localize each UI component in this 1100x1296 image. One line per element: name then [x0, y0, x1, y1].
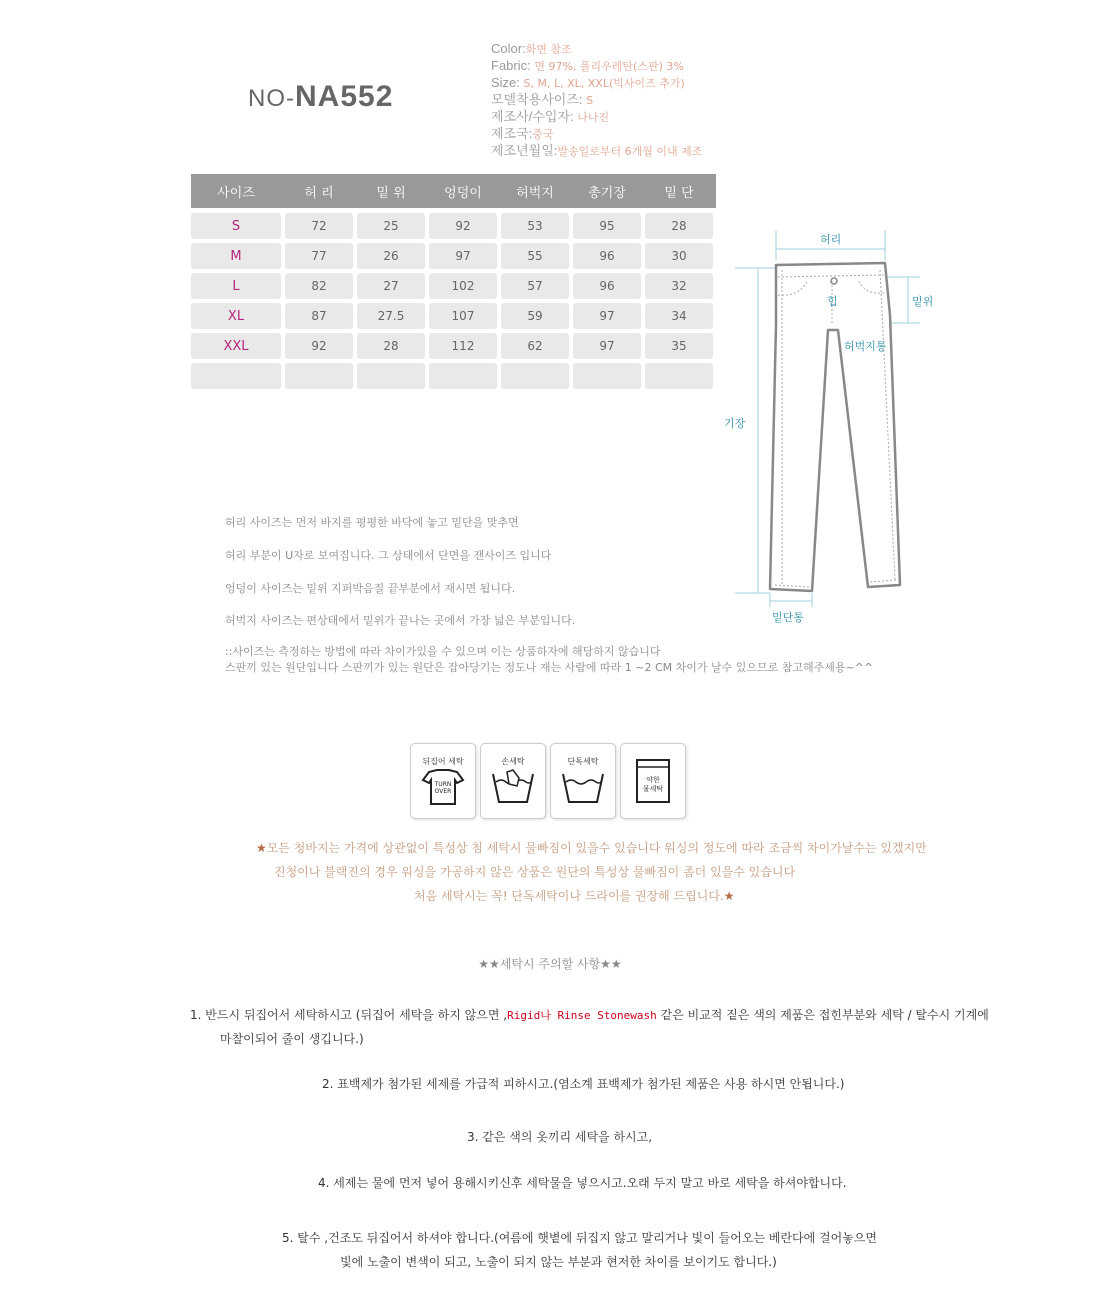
svg-text:물세탁: 물세탁	[642, 785, 664, 793]
measure-cell: 28	[357, 333, 425, 359]
label-waist: 허리	[820, 233, 842, 246]
table-row	[191, 213, 716, 239]
product-specs	[491, 41, 702, 160]
size-cell: S	[191, 213, 281, 239]
measure-cell: 82	[285, 273, 353, 299]
measure-cell: 59	[501, 303, 569, 329]
caution-item-3: 3. 같은 색의 옷끼리 세탁을 하시고,	[467, 1130, 653, 1144]
measure-cell: 27	[357, 273, 425, 299]
pants-measurement-diagram	[720, 225, 940, 635]
care-separate-wash: 단독세탁	[550, 743, 616, 819]
note-line: 허벅지 사이즈는 편상태에서 밑위가 끝나는 곳에서 가장 넓은 부분입니다.	[225, 614, 576, 627]
svg-text:OVER: OVER	[434, 788, 452, 795]
measure-cell: 62	[501, 333, 569, 359]
measure-cell: 53	[501, 213, 569, 239]
warning-line-1: ★모든 청바지는 가격에 상관없이 특성상 첨 세탁시 물빠짐이 있을수 있습니다 워싱의 정도에 따라 조금씩 차이가날수는 있겠지만	[256, 841, 927, 855]
note-line: 허리 사이즈는 먼저 바지를 평평한 바닥에 놓고 밑단을 맞추면	[225, 516, 519, 529]
product-code	[248, 80, 393, 114]
measure-cell: 97	[429, 243, 497, 269]
svg-text:약한: 약한	[646, 776, 660, 784]
caution-item-1-cont: 마찰이되어 줄이 생깁니다.)	[220, 1032, 364, 1046]
note-line: 허리 부분이 U자로 보여집니다. 그 상태에서 단면을 잰사이즈 입니다	[225, 549, 552, 562]
svg-text:TURN: TURN	[434, 781, 452, 788]
table-row	[191, 273, 716, 299]
spec-country: 제조국:중국	[491, 126, 554, 141]
size-cell: L	[191, 273, 281, 299]
size-cell	[191, 363, 281, 389]
header-waist: 허 리	[304, 185, 334, 201]
measure-cell: 102	[429, 273, 497, 299]
product-code-number: NA552	[295, 80, 394, 113]
measure-cell: 35	[645, 333, 713, 359]
measure-cell	[357, 363, 425, 389]
header-hem: 밑 단	[664, 185, 694, 201]
measure-cell	[429, 363, 497, 389]
label-hem: 밑단통	[772, 611, 804, 624]
header-rise: 밑 위	[376, 185, 406, 201]
measure-cell: 112	[429, 333, 497, 359]
measure-cell: 55	[501, 243, 569, 269]
measure-cell: 26	[357, 243, 425, 269]
care-hand-wash: 손세탁	[480, 743, 546, 819]
spec-manufacturer: 제조사/수입자: 나나진	[491, 109, 610, 124]
table-row	[191, 243, 716, 269]
measure-cell: 87	[285, 303, 353, 329]
measure-cell: 96	[573, 273, 641, 299]
measure-cell	[573, 363, 641, 389]
note-line: ::사이즈는 측정하는 방법에 따라 차이가있을 수 있으며 이는 상품하자에 해당하지 않습니다	[225, 645, 661, 658]
size-cell: M	[191, 243, 281, 269]
caution-item-5-cont: 빛에 노출이 변색이 되고, 노출이 되지 않는 부분과 현저한 차이를 보이기도 합니다.)	[340, 1255, 777, 1269]
warning-line-3: 처음 세탁시는 꼭! 단독세탁이나 드라이를 권장해 드립니다.★	[414, 889, 735, 903]
measure-cell: 97	[573, 333, 641, 359]
header-length: 총기장	[588, 185, 626, 201]
header-size: 사이즈	[217, 185, 255, 201]
measure-cell: 92	[429, 213, 497, 239]
table-row	[191, 363, 716, 389]
size-table-body	[191, 213, 716, 389]
note-line: 엉덩이 사이즈는 밑위 지퍼박음질 끝부분에서 재시면 됩니다.	[225, 582, 516, 595]
label-rise: 밑위	[912, 295, 934, 308]
measure-cell: 34	[645, 303, 713, 329]
note-line: 스판끼 있는 원단입니다 스판끼가 있는 원단은 잡아당기는 정도나 재는 사람에 따라 1 ~2 CM 차이가 날수 있으므로 참고해주세용~^^	[225, 661, 874, 674]
measure-cell	[645, 363, 713, 389]
measure-cell: 96	[573, 243, 641, 269]
measure-cell: 27.5	[357, 303, 425, 329]
label-thigh: 허벅지통	[844, 340, 887, 353]
spec-color: Color:화면 참조	[491, 41, 572, 56]
measure-cell: 30	[645, 243, 713, 269]
size-cell: XL	[191, 303, 281, 329]
measure-cell: 28	[645, 213, 713, 239]
label-length: 기장	[724, 417, 746, 430]
caution-title: ★★세탁시 주의할 사항★★	[478, 957, 622, 971]
separate-wash-icon	[559, 768, 607, 808]
size-cell: XXL	[191, 333, 281, 359]
header-thigh: 허벅지	[516, 185, 554, 201]
measure-cell	[501, 363, 569, 389]
measure-cell: 72	[285, 213, 353, 239]
care-icons	[410, 743, 690, 819]
spec-manufacture-date: 제조년월일:발송일로부터 6개월 이내 제조	[491, 143, 703, 158]
product-code-prefix: NO-	[248, 85, 295, 112]
header-hip: 엉덩이	[444, 185, 482, 201]
warning-line-2: 진청이나 블랙진의 경우 워싱을 가공하지 않은 상품은 원단의 특성상 물빠짐이 좀더 있을수 있습니다	[274, 865, 796, 879]
measure-cell: 57	[501, 273, 569, 299]
spec-size: Size: S, M, L, XL, XXL(빅사이즈 추가)	[491, 75, 685, 90]
table-row	[191, 303, 716, 329]
pants-outline-icon	[720, 225, 940, 635]
size-table-header	[191, 174, 716, 208]
care-weak-wash	[620, 743, 686, 819]
table-row	[191, 333, 716, 359]
spec-fabric: Fabric: 면 97%, 폴리우레탄(스판) 3%	[491, 58, 684, 73]
caution-item-1: 1. 반드시 뒤집어서 세탁하시고 (뒤집어 세탁을 하지 않으면 ,Rigid나 Rinse Stonewash 같은 비교적 짙은 색의 제품은 접힌부분와 세탁 / 탈수시 기계에	[190, 1008, 989, 1022]
care-turn-over: 뒤집어 세탁 TURN OVER	[410, 743, 476, 819]
measure-cell: 77	[285, 243, 353, 269]
caution-item-2: 2. 표백제가 첨가된 세제를 가급적 피하시고.(염소계 표백제가 첨가된 제품은 사용 하시면 안됩니다.)	[322, 1077, 845, 1091]
spec-model-size: 모델착용사이즈: S	[491, 92, 594, 107]
measure-cell: 92	[285, 333, 353, 359]
measure-cell: 25	[357, 213, 425, 239]
measure-cell: 107	[429, 303, 497, 329]
measure-cell: 97	[573, 303, 641, 329]
measure-cell	[285, 363, 353, 389]
hand-wash-icon	[489, 768, 537, 808]
turn-over-icon	[419, 768, 467, 808]
measure-cell: 95	[573, 213, 641, 239]
caution-item-4: 4. 세제는 물에 먼저 넣어 용해시키신후 세탁물을 넣으시고.오래 두지 말고 바로 세탁을 하셔야합니다.	[318, 1176, 847, 1190]
measure-cell: 32	[645, 273, 713, 299]
caution-item-5: 5. 탈수 ,건조도 뒤집어서 하셔야 합니다.(여름에 햇볕에 뒤집지 않고 말리거나 빛이 들어오는 베란다에 걸어놓으면	[282, 1231, 877, 1245]
weak-wash-icon	[629, 758, 677, 806]
label-hip: 힙	[827, 295, 838, 308]
size-table	[191, 174, 716, 389]
